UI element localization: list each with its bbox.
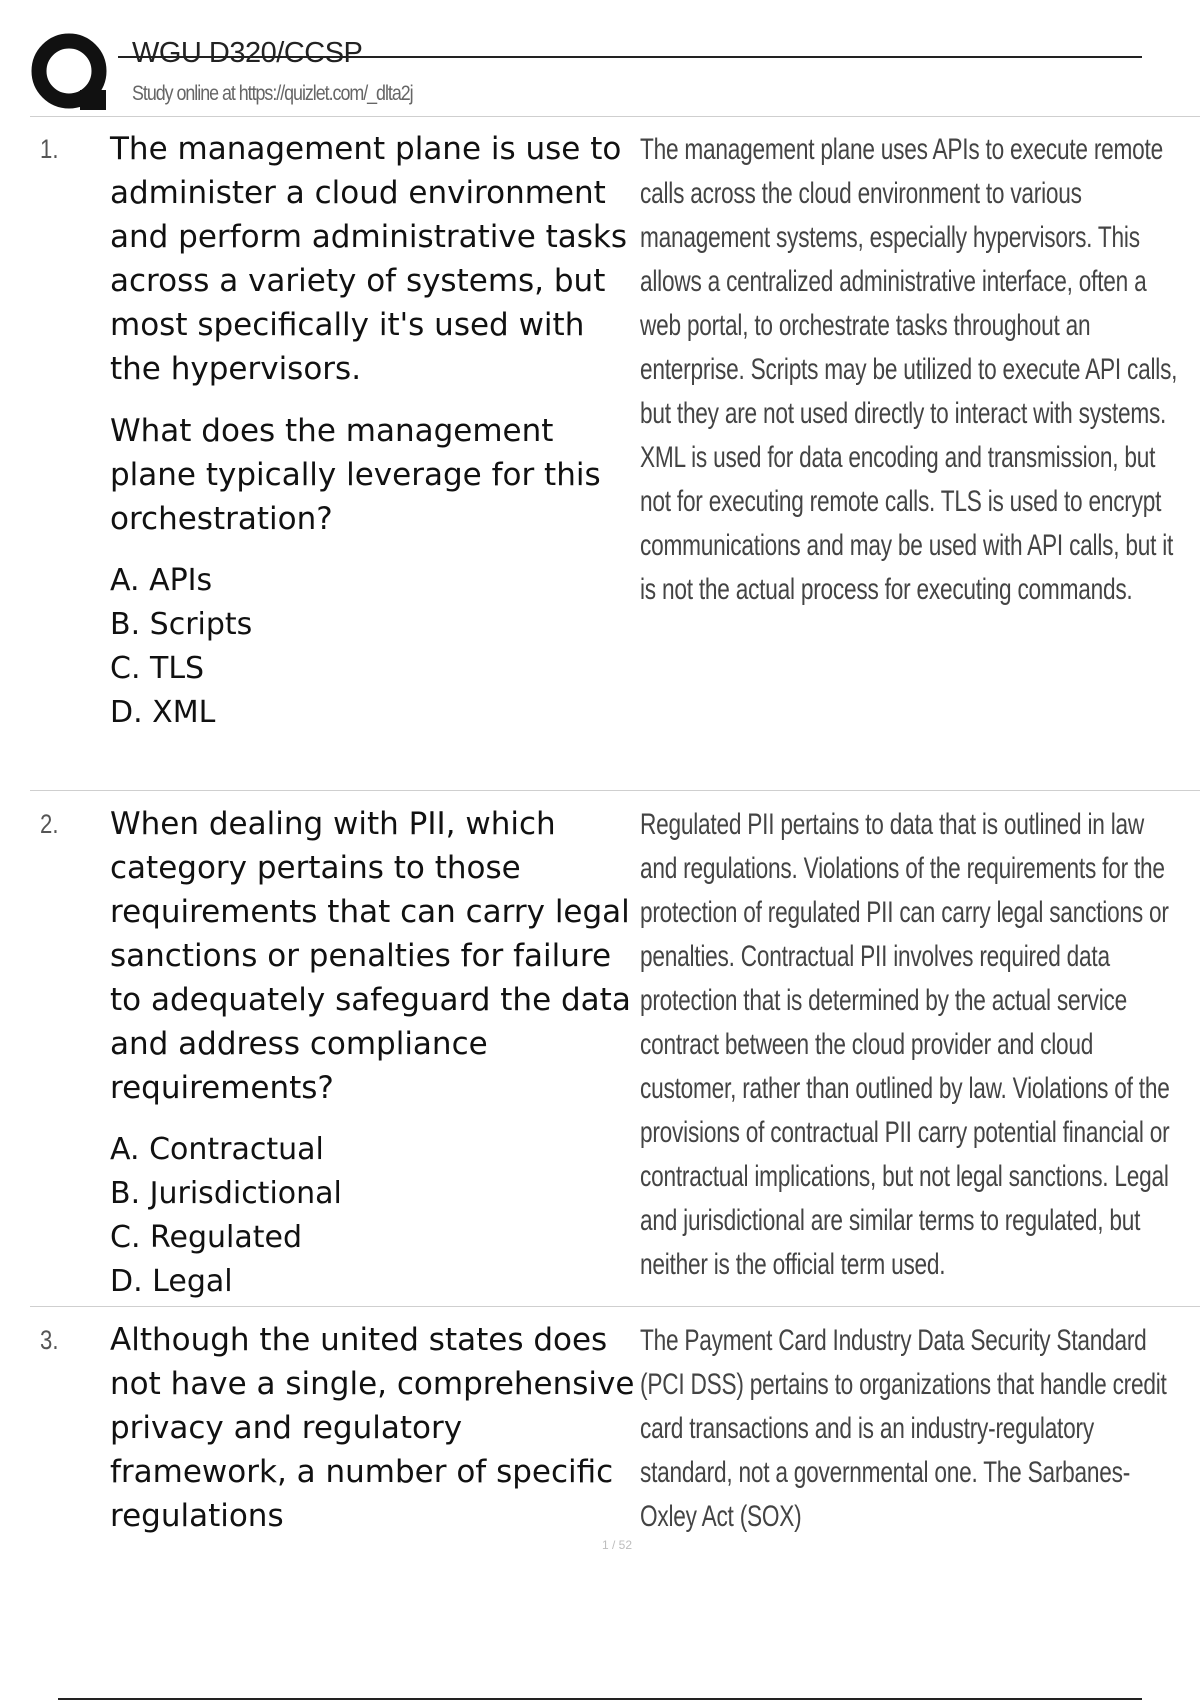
option-c: C. Regulated xyxy=(110,1220,303,1255)
card-number: 2. xyxy=(40,809,59,839)
card-divider xyxy=(30,1306,1200,1307)
option-a: A. APIs xyxy=(110,563,213,598)
option-b: B. Jurisdictional xyxy=(110,1176,342,1211)
answer-text: The management plane uses APIs to execute remote calls across the cloud environment to various management systems, especially hypervisors. This allows a centralized administrative interface, often a web portal, to orchestrate tasks throughout an enterprise. Scripts may be utilized to execute API calls, but they are not used directly to interact with systems. XML is used for data encoding and transmission, but not for executing remote calls. TLS is used to encrypt communications and may be used with API calls, but it is not the actual process for executing commands. xyxy=(640,133,1178,606)
question-paragraph: The management plane is use to administer a cloud environment and perform administrative tasks across a variety of systems, but most specifically it's used with the hypervisors. xyxy=(110,131,628,387)
question xyxy=(110,127,642,735)
study-link[interactable]: Study online at https://quizlet.com/_dlta2j xyxy=(132,82,413,105)
answer-explanation xyxy=(640,803,1184,1287)
question xyxy=(110,1318,642,1538)
option-b: B. Scripts xyxy=(110,607,253,642)
quizlet-logo-icon xyxy=(30,32,112,114)
answer-explanation xyxy=(640,128,1184,612)
question-paragraph: When dealing with PII, which category pertains to those requirements that can carry legal sanctions or penalties for failure to adequately safeguard the data and address compliance requirements? xyxy=(110,806,631,1106)
option-a: A. Contractual xyxy=(110,1132,324,1167)
page-header xyxy=(0,0,1200,118)
option-d: D. XML xyxy=(110,695,216,730)
title-rule xyxy=(118,56,1142,58)
answer-options xyxy=(110,559,642,735)
question-paragraph: What does the management plane typically leverage for this orchestration? xyxy=(110,413,601,537)
card-number: 3. xyxy=(40,1325,59,1355)
card-divider xyxy=(30,790,1200,791)
answer-explanation xyxy=(640,1319,1184,1539)
document-title: WGU D320/CCSP xyxy=(132,37,363,69)
answer-text: The Payment Card Industry Data Security Standard (PCI DSS) pertains to organizations that handle credit card transactions and is an industry-regulatory standard, not a governmental one. The Sarbanes-Oxley Act (SOX) xyxy=(640,1324,1167,1533)
answer-text: Regulated PII pertains to data that is outlined in law and regulations. Violations of the requirements for the protection of regulated PII can carry legal sanctions or penalties. Contractual PII involves required data protection that is determined by the actual service contract between the cloud provider and cloud customer, rather than outlined by law. Violations of the provisions of contractual PII carry potential financial or contractual implications, but not legal sanctions. Legal and jurisdictional are similar terms to regulated, but neither is the official term used. xyxy=(640,808,1170,1281)
question-paragraph: Although the united states does not have a single, comprehensive privacy and regulatory framework, a number of specific regulations xyxy=(110,1322,635,1534)
question xyxy=(110,802,642,1304)
answer-options xyxy=(110,1128,642,1304)
option-c: C. TLS xyxy=(110,651,205,686)
page-number: 1 / 52 xyxy=(601,1538,633,1552)
card-number: 1. xyxy=(40,134,59,164)
option-d: D. Legal xyxy=(110,1264,233,1299)
header-divider xyxy=(30,116,1200,117)
